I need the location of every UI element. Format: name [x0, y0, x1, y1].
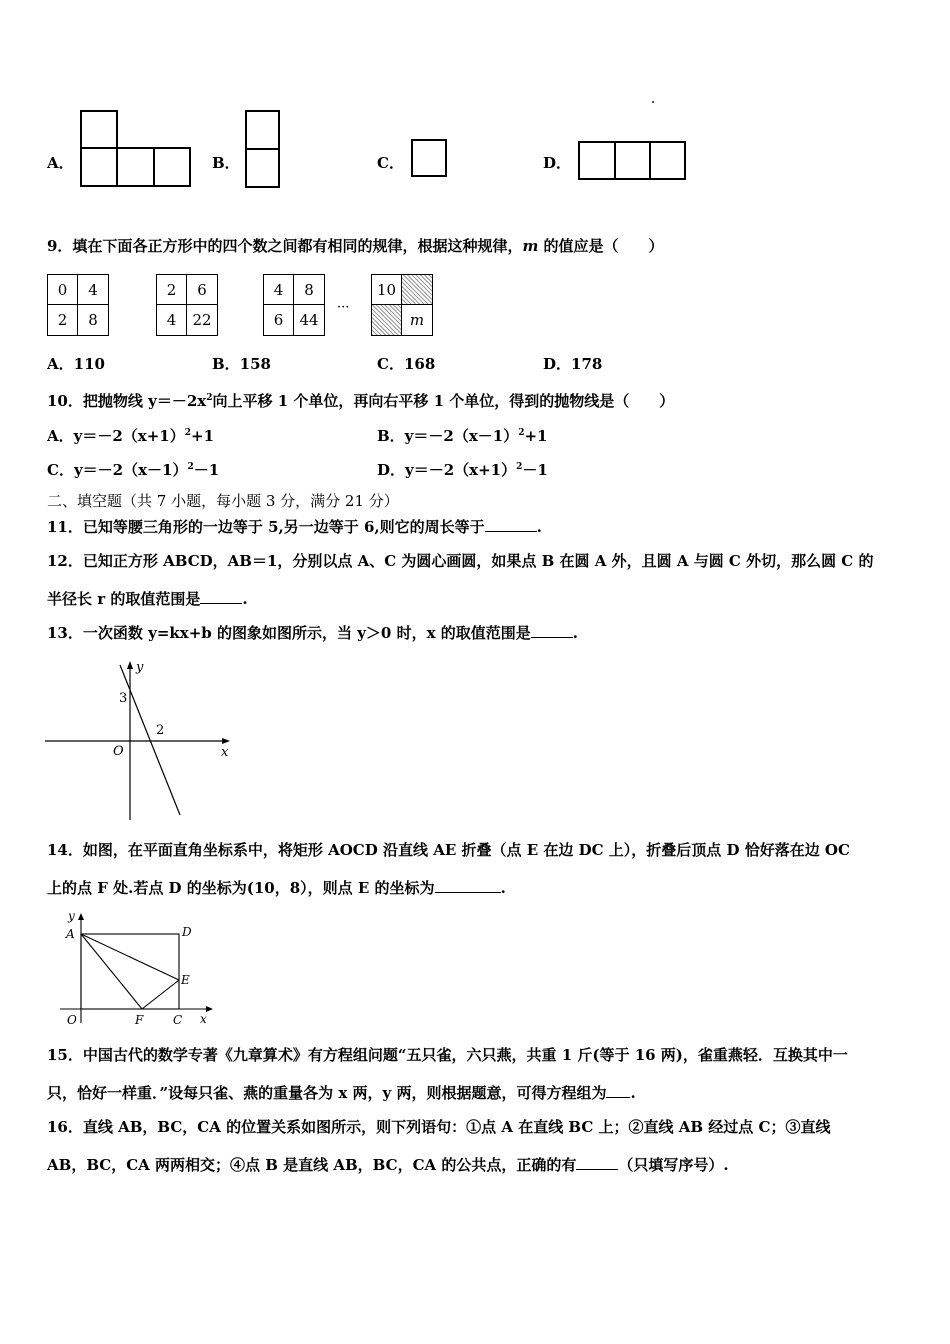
- q16-line-2: AB，BC，CA 两两相交；④点 B 是直线 AB，BC，CA 的公共点，正确的有 （只填写序号）.: [47, 1156, 729, 1174]
- q9-option-d: D．178: [543, 355, 603, 373]
- x-axis-label: x: [200, 1012, 207, 1026]
- grid-cell: 6: [187, 275, 217, 305]
- q8-a-square: [153, 147, 191, 187]
- q8-a-square: [80, 147, 118, 187]
- x-axis-arrow: [206, 1006, 213, 1012]
- segment-fe: [142, 980, 179, 1009]
- y-axis-label: y: [136, 660, 144, 675]
- grid-cell: 2: [157, 275, 187, 305]
- q14-line-2: 上的点 F 处.若点 D 的坐标为(10，8），则点 E 的坐标为 .: [47, 879, 506, 897]
- answer-blank: [606, 1082, 630, 1098]
- q14-figure: [50, 905, 225, 1030]
- q8-c-square: [411, 139, 447, 177]
- grid-cell: 4: [157, 305, 187, 335]
- q15-line-1: 15．中国古代的数学专著《九章算术》有方程组问题“五只雀，六只燕，共重 1 斤(等于 16 两)，雀重燕轻．互换其中一: [47, 1046, 848, 1064]
- point-e-label: E: [181, 973, 190, 987]
- point-a-label: A: [66, 927, 75, 941]
- y-axis-arrow: [78, 913, 84, 920]
- q12-line-1: 12．已知正方形 ABCD，AB＝1，分别以点 A、C 为圆心画圆，如果点 B 在圆 A 外，且圆 A 与圆 C 外切，那么圆 C 的: [47, 552, 874, 570]
- q9-option-b: B．158: [212, 355, 271, 373]
- q15-line-2: 只，恰好一样重．”设每只雀、燕的重量各为 x 两，y 两，则根据题意，可得方程组为 .: [47, 1084, 636, 1102]
- grid-cell-hatched: [372, 305, 402, 335]
- answer-blank: [435, 877, 501, 893]
- grid-cell: m: [409, 311, 425, 329]
- q12-line-2: 半径长 r 的取值范围是 .: [47, 590, 248, 608]
- grid-cell: 2: [48, 305, 78, 335]
- q9-grid-4: [371, 274, 433, 336]
- x-axis-arrow: [222, 738, 230, 744]
- point-f-label: F: [135, 1013, 144, 1027]
- q10-option-a: A．$y=-2(x+1)^2+1$: [47, 427, 215, 445]
- q9-option-a: A．110: [47, 355, 105, 373]
- section-2-heading: 二、填空题（共 7 小题，每小题 3 分，满分 21 分）: [47, 492, 399, 510]
- answer-blank: [531, 622, 573, 638]
- q16-line-1: 16．直线 AB，BC，CA 的位置关系如图所示，则下列语句：①点 A 在直线 BC 上；②直线 AB 经过点 C；③直线: [47, 1118, 831, 1136]
- q14-line-1: 14．如图，在平面直角坐标系中，将矩形 AOCD 沿直线 AE 折叠（点 E 在边 DC 上），折叠后顶点 D 恰好落在边 OC: [47, 841, 850, 859]
- origin-label: O: [67, 1013, 77, 1027]
- q10-option-b: B．$y=-2(x-1)^2+1$: [377, 427, 548, 445]
- origin-label: O: [113, 744, 124, 759]
- point-c-label: C: [173, 1013, 183, 1027]
- q8-d-square: [649, 141, 686, 180]
- answer-blank: [485, 516, 537, 532]
- grid-cell: 10: [372, 275, 402, 305]
- fold-line-ae: [81, 934, 179, 980]
- q8-a-square: [116, 147, 155, 187]
- q10-stem: 10．把抛物线 $y=-2x^2$向上平移 1 个单位，再向右平移 1 个单位，得到的抛物线是（ ）: [47, 392, 675, 410]
- q8-a-square-top: [80, 110, 118, 149]
- answer-blank: [200, 588, 242, 604]
- grid-cell: 4: [78, 275, 108, 305]
- function-line: [120, 665, 180, 815]
- y-intercept-label: 3: [119, 691, 128, 706]
- grid-cell: 44: [299, 311, 319, 329]
- q10-option-d: D．$y=-2(x+1)^2-1$: [377, 461, 548, 479]
- grid-cell: 8: [88, 311, 98, 329]
- point-d-label: D: [182, 925, 192, 939]
- q13-text: 13．一次函数 y=kx+b 的图象如图所示，当 y＞0 时，x 的取值范围是 .: [47, 624, 578, 642]
- q8-d-square: [578, 141, 616, 180]
- q8-d-square: [614, 141, 651, 180]
- y-axis-label: y: [68, 909, 75, 923]
- grid-cell: 8: [294, 275, 324, 305]
- q8-option-d-label: D．: [543, 154, 572, 172]
- x-intercept-label: 2: [156, 723, 165, 738]
- q11-text: 11．已知等腰三角形的一边等于 5,另一边等于 6,则它的周长等于 .: [47, 518, 542, 536]
- speck-dot: [652, 101, 654, 103]
- q10-option-c: C．$y=-2(x-1)^2-1$: [47, 461, 220, 479]
- x-axis-label: x: [221, 745, 229, 760]
- q9-grid-3: [263, 274, 325, 336]
- q8-b-square-top: [245, 110, 280, 150]
- grid-cell: 4: [264, 275, 294, 305]
- grid-cell: 22: [192, 311, 212, 329]
- q9-grid-1: [47, 274, 109, 336]
- q9-grid-2: [156, 274, 218, 336]
- segment-af: [81, 934, 142, 1009]
- q13-graph: [40, 655, 240, 825]
- answer-blank: [576, 1154, 618, 1170]
- q8-b-square-bottom: [245, 148, 280, 188]
- q9-ellipsis: ···: [337, 300, 350, 315]
- grid-cell: 0: [48, 275, 78, 305]
- grid-cell: 6: [264, 305, 294, 335]
- y-axis-arrow: [127, 661, 133, 669]
- q9-stem: 9．填在下面各正方形中的四个数之间都有相同的规律，根据这种规律，m 的值应是（ ）: [47, 237, 664, 255]
- q8-option-a-label: A．: [47, 154, 74, 172]
- q9-option-c: C．168: [377, 355, 436, 373]
- rectangle-aocd: [81, 934, 179, 1009]
- grid-cell-hatched: [402, 275, 432, 305]
- q8-option-b-label: B．: [212, 154, 240, 172]
- q8-option-c-label: C．: [377, 154, 404, 172]
